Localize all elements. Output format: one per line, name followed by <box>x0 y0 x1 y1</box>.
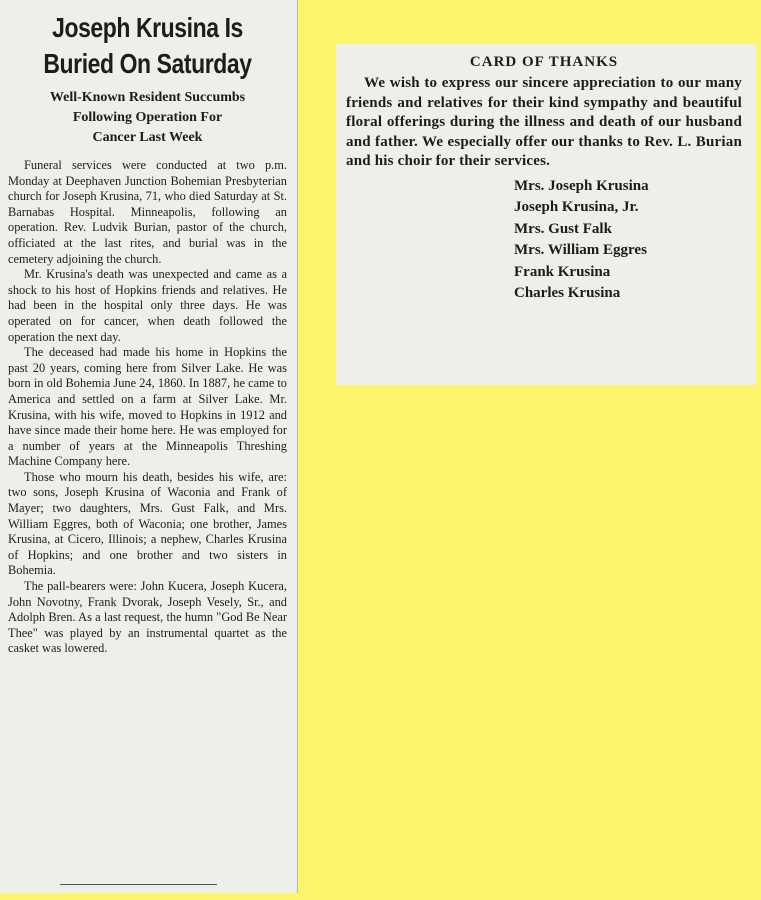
end-rule <box>60 884 217 885</box>
card-title: CARD OF THANKS <box>469 54 619 70</box>
obituary-paragraph-5: The pall-bearers were: John Kucera, Joseph Kucera, John Novotny, Frank Dvorak, Joseph Vesely, Sr., and Adolph Bren. As a last request, the humn "God Be Near Thee" was played by an instrumental quartet as the casket was lowered. <box>8 579 287 656</box>
signer-list <box>346 176 742 305</box>
subhead-line-2: Following Operation For <box>72 110 223 125</box>
obituary-paragraph-1: Funeral services were conducted at two p.m. Monday at Deephaven Junction Bohemian Presbyterian church for Joseph Krusina, 71, who died Saturday at St. Barnabas Hospital. Minneapolis, following an operation. Rev. Ludvik Burian, pastor of the church, officiated at the last rites, and burial was in the cemetery adjoining the church. <box>8 158 287 266</box>
signer: Joseph Krusina, Jr. <box>514 199 639 215</box>
obituary-headline <box>33 10 262 82</box>
signer: Mrs. Joseph Krusina <box>514 177 649 194</box>
signer: Frank Krusina <box>514 263 611 280</box>
obituary-clipping <box>0 0 298 893</box>
obituary-subhead <box>8 88 287 148</box>
obituary-paragraph-3: The deceased had made his home in Hopkins the past 20 years, coming here from Silver Lake. He was born in old Bohemia June 24, 1860. In 1887, he came to America and settled on a farm at Silver Lake. Mr. Krusina, with his wife, moved to Hopkins in 1912 and have since made their home here. He was employed for a number of years at the Minneapolis Threshing Machine Company here. <box>8 345 287 469</box>
obituary-paragraph-4: Those who mourn his death, besides his wife, are: two sons, Joseph Krusina of Waconia and Frank of Mayer; two daughters, Mrs. Gust Falk, and Mrs. William Eggres, both of Waconia; one brother, James Krusina, at Cicero, Illinois; a nephew, Charles Krusina of Hopkins; and one brother and two sisters in Bohemia. <box>8 469 287 578</box>
card-of-thanks-clipping <box>336 44 756 385</box>
headline-line-1: Joseph Krusina Is <box>52 12 243 43</box>
signer: Charles Krusina <box>514 285 621 301</box>
card-body: We wish to express our sincere appreciation to our many friends and relatives for their kind sympathy and beautiful floral offerings during the illness and death of our husband and father. We especially offer our thanks to Rev. L. Burian and his choir for their services. <box>346 75 742 169</box>
subhead-line-1: Well-Known Resident Succumbs <box>49 90 246 105</box>
obituary-body <box>8 158 287 657</box>
signer: Mrs. William Eggres <box>514 242 647 258</box>
obituary-paragraph-2: Mr. Krusina's death was unexpected and came as a shock to his host of Hopkins friends and relatives. He had been in the hospital only three days. He was operated on for cancer, when death followed the operation the next day. <box>8 267 287 344</box>
subhead-line-3: Cancer Last Week <box>92 130 203 145</box>
headline-line-2: Buried On Saturday <box>43 48 252 79</box>
signer: Mrs. Gust Falk <box>514 220 612 237</box>
